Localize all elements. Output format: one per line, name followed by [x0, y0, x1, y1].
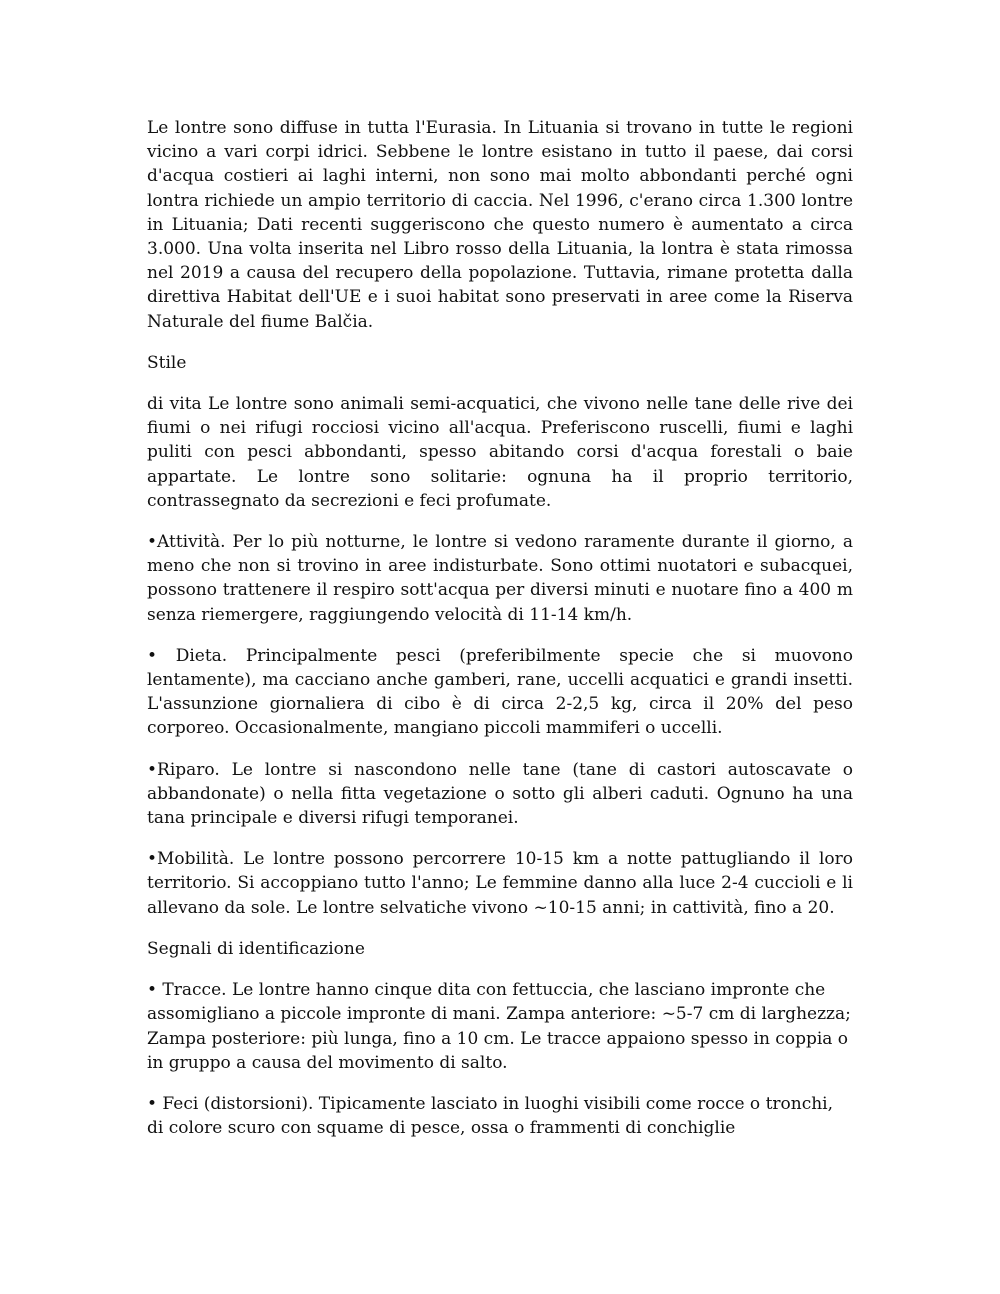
- document-page: [147, 116, 853, 1140]
- paragraph-mobility: •Mobilità. Le lontre possono percorrere 10-15 km a notte pattugliando il loro territorio. Si accoppiano tutto l'anno; Le femmine danno alla luce 2-4 cuccioli e li allevano da sole. Le lontre selvatiche vivono ~10-15 anni; in cattività, fino a 20.: [147, 849, 853, 918]
- paragraph-distribution: Le lontre sono diffuse in tutta l'Eurasia. In Lituania si trovano in tutte le regioni vicino a vari corpi idrici. Sebbene le lontre esistano in tutto il paese, dai corsi d'acqua costieri ai laghi interni, non sono mai molto abbondanti perché ogni lontra richiede un ampio territorio di caccia. Nel 1996, c'erano circa 1.300 lontre in Lituania; Dati recenti suggeriscono che questo numero è aumentato a circa 3.000. Una volta inserita nel Libro rosso della Lituania, la lontra è stata rimossa nel 2019 a causa del recupero della popolazione. Tuttavia, rimane protetta dalla direttiva Habitat dell'UE e i suoi habitat sono preservati in aree come la Riserva Naturale del fiume Balčia.: [147, 118, 853, 332]
- paragraph-activity: •Attività. Per lo più notturne, le lontre si vedono raramente durante il giorno, a meno che non si trovino in aree indisturbate. Sono ottimi nuotatori e subacquei, possono trattenere il respiro sott'acqua per diversi minuti e nuotare fino a 400 m senza riemergere, raggiungendo velocità di 11-14 km/h.: [147, 532, 853, 625]
- heading-identification: Segnali di identificazione: [147, 938, 365, 959]
- paragraph-shelter: •Riparo. Le lontre si nascondono nelle tane (tane di castori autoscavate o abbandonate) o nella fitta vegetazione o sotto gli alberi caduti. Ognuno ha una tana principale e diversi rifugi temporanei.: [147, 759, 853, 829]
- paragraph-tracks: • Tracce. Le lontre hanno cinque dita con fettuccia, che lasciano impronte che assomigliano a piccole impronte di mani. Zampa anteriore: ~5-7 cm di larghezza; Zampa posteriore: più lunga, fino a 10 cm. Le tracce appaiono spesso in coppia o in gruppo a causa del movimento di salto.: [147, 980, 851, 1073]
- paragraph-feces: • Feci (distorsioni). Tipicamente lasciato in luoghi visibili come rocce o tronchi, di colore scuro con squame di pesce, ossa o frammenti di conchiglie: [147, 1093, 834, 1139]
- paragraph-diet: • Dieta. Principalmente pesci (preferibilmente specie che si muovono lentamente), ma cacciano anche gamberi, rane, uccelli acquatici e grandi insetti. L'assunzione giornaliera di cibo è di circa 2-2,5 kg, circa il 20% del peso corporeo. Occasionalmente, mangiano piccoli mammiferi o uccelli.: [147, 645, 853, 739]
- paragraph-lifestyle: di vita Le lontre sono animali semi-acquatici, che vivono nelle tane delle rive dei fiumi o nei rifugi rocciosi vicino all'acqua. Preferiscono ruscelli, fiumi e laghi puliti con pesci abbondanti, spesso abitando corsi d'acqua forestali o baie appartate. Le lontre sono solitarie: ognuna ha il proprio territorio, contrassegnato da secrezioni e feci profumate.: [147, 394, 853, 511]
- heading-stile: Stile: [147, 352, 187, 373]
